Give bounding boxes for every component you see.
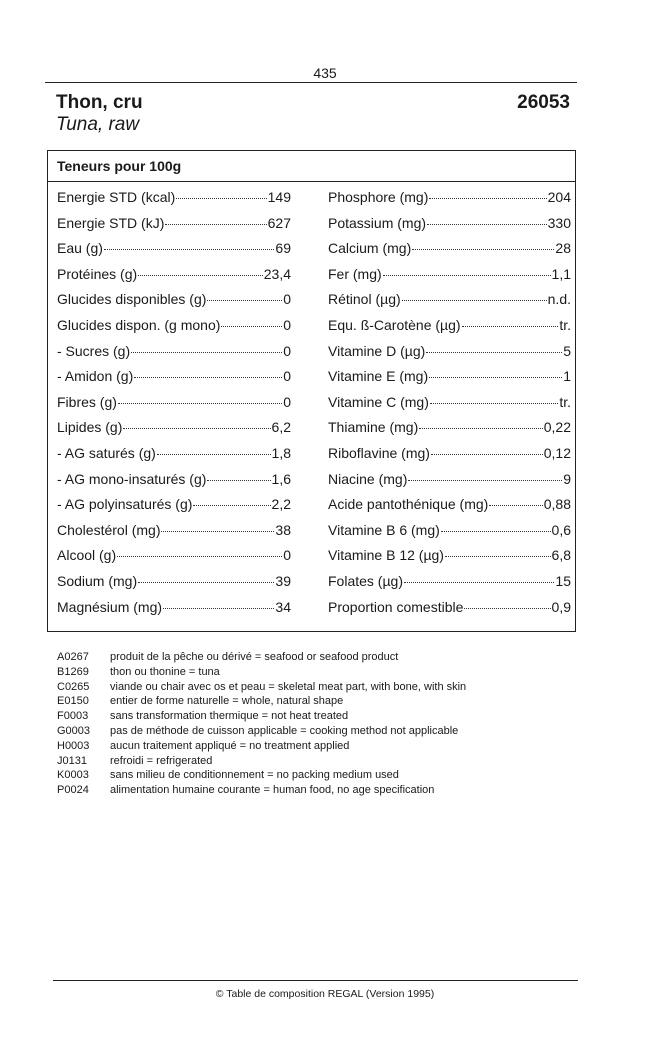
nutrient-row xyxy=(328,266,571,292)
code-description: aucun traitement appliqué = no treatment applied xyxy=(110,739,350,752)
code-id: J0131 xyxy=(57,754,87,767)
nutrient-value: 1 xyxy=(563,368,571,385)
food-code: 26053 xyxy=(517,92,570,113)
nutrient-label: Proportion comestible xyxy=(328,598,464,615)
code-description: alimentation humaine courante = human food, no age specification xyxy=(110,784,435,797)
nutrient-value: 0 xyxy=(283,547,291,564)
code-id: A0267 xyxy=(57,651,89,663)
nutrient-label: - AG polyinsaturés (g) xyxy=(57,496,193,513)
nutrient-value: 0,12 xyxy=(543,444,571,461)
code-id: G0003 xyxy=(57,724,91,737)
code-row xyxy=(57,724,466,739)
nutrient-value: 23,4 xyxy=(263,265,291,282)
nutrient-label: Potassium (mg) xyxy=(328,214,427,231)
code-id: P0024 xyxy=(57,784,89,797)
nutrient-value: n.d. xyxy=(547,291,571,308)
nutrient-row xyxy=(57,215,291,241)
nutrient-label: Magnésium (mg) xyxy=(57,598,163,615)
nutrient-row xyxy=(57,445,291,471)
nutrient-value: tr. xyxy=(559,316,571,333)
code-description: viande ou chair avec os et peau = skeletal meat part, with bone, with skin xyxy=(110,680,467,693)
code-id: H0003 xyxy=(57,739,90,752)
nutrient-row xyxy=(57,419,291,445)
nutrient-label: Fibres (g) xyxy=(57,393,117,410)
nutrient-row xyxy=(328,343,571,369)
nutrient-label: Sodium (mg) xyxy=(57,572,138,589)
nutrient-label: Vitamine E (mg) xyxy=(328,368,429,385)
dot-leader xyxy=(123,428,270,429)
bottom-rule xyxy=(53,980,578,981)
code-row xyxy=(57,709,466,724)
nutrient-value: 6,2 xyxy=(271,419,291,436)
nutrient-value: 39 xyxy=(275,572,291,589)
nutrient-label: Vitamine D (µg) xyxy=(328,342,426,359)
nutrient-row xyxy=(57,317,291,343)
nutrient-row xyxy=(328,573,571,599)
nutrient-row xyxy=(57,522,291,548)
nutrient-value: 627 xyxy=(267,214,291,231)
nutrient-value: 28 xyxy=(555,240,571,257)
nutrient-row xyxy=(328,317,571,343)
nutrient-row xyxy=(328,419,571,445)
dot-leader xyxy=(104,249,275,250)
nutrient-label: Eau (g) xyxy=(57,240,103,257)
nutrient-label: Alcool (g) xyxy=(57,547,117,564)
nutrient-label: Phosphore (mg) xyxy=(328,189,429,205)
footer-copyright: © Table de composition REGAL (Version 1995) xyxy=(215,988,435,1000)
nutrient-label: Glucides dispon. (g mono) xyxy=(57,316,221,333)
nutrient-value: 0 xyxy=(283,393,291,410)
dot-leader xyxy=(419,428,543,429)
nutrient-column-right xyxy=(328,189,571,624)
dot-leader xyxy=(429,198,546,199)
nutrient-label: Niacine (mg) xyxy=(328,470,408,487)
top-rule xyxy=(45,82,577,83)
nutrient-label: Cholestérol (mg) xyxy=(57,521,161,538)
nutrient-row xyxy=(57,496,291,522)
nutrient-row xyxy=(328,215,571,241)
dot-leader xyxy=(426,352,562,353)
nutrient-label: Vitamine B 6 (mg) xyxy=(328,521,440,538)
dot-leader xyxy=(383,275,551,276)
code-row xyxy=(57,680,466,695)
nutrient-row xyxy=(328,368,571,394)
nutrient-row xyxy=(57,343,291,369)
nutrient-value: 0 xyxy=(283,316,291,333)
nutrient-value: 1,8 xyxy=(271,444,291,461)
nutrient-label: Thiamine (mg) xyxy=(328,419,419,436)
nutrient-label: Protéines (g) xyxy=(57,265,138,282)
nutrient-value: 0,9 xyxy=(551,598,571,615)
nutrient-row xyxy=(328,496,571,522)
nutrient-label: Lipides (g) xyxy=(57,419,123,436)
dot-leader xyxy=(489,505,542,506)
code-description: produit de la pêche ou dérivé = seafood or seafood product xyxy=(110,651,399,663)
nutrient-column-left xyxy=(57,189,291,624)
dot-leader xyxy=(429,377,562,378)
dot-leader xyxy=(402,300,547,301)
nutrient-row xyxy=(57,291,291,317)
nutrient-value: 0 xyxy=(283,368,291,385)
code-description: entier de forme naturelle = whole, natural shape xyxy=(110,695,344,708)
nutrient-label: - AG mono-insaturés (g) xyxy=(57,470,207,487)
dot-leader xyxy=(408,480,562,481)
code-row xyxy=(57,768,466,783)
dot-leader xyxy=(445,556,551,557)
nutrient-row xyxy=(328,522,571,548)
nutrient-value: 0,22 xyxy=(543,419,571,436)
code-id: B1269 xyxy=(57,665,89,678)
nutrient-value: 5 xyxy=(563,342,571,359)
code-row xyxy=(57,665,466,680)
nutrient-value: 0 xyxy=(283,291,291,308)
dot-leader xyxy=(404,582,554,583)
dot-leader xyxy=(161,531,274,532)
dot-leader xyxy=(412,249,554,250)
nutrient-value: 204 xyxy=(547,189,571,205)
dot-leader xyxy=(157,454,271,455)
dot-leader xyxy=(138,275,263,276)
dot-leader xyxy=(207,480,270,481)
nutrient-label: Folates (µg) xyxy=(328,572,403,589)
nutrient-value: 15 xyxy=(555,572,571,589)
code-id: F0003 xyxy=(57,710,89,723)
nutrient-row xyxy=(57,368,291,394)
nutrient-row xyxy=(328,445,571,471)
nutrient-row xyxy=(57,599,291,625)
nutrient-value: 0,6 xyxy=(551,521,571,538)
nutrient-label: - AG saturés (g) xyxy=(57,444,156,461)
nutrient-row xyxy=(328,547,571,573)
code-id: C0265 xyxy=(57,680,90,693)
nutrient-value: 1,1 xyxy=(551,265,571,282)
nutrient-value: 38 xyxy=(275,521,291,538)
nutrient-label: Riboflavine (mg) xyxy=(328,444,430,461)
nutrient-label: - Sucres (g) xyxy=(57,342,131,359)
dot-leader xyxy=(430,403,558,404)
nutrient-label: Equ. ß-Carotène (µg) xyxy=(328,316,461,333)
dot-leader xyxy=(427,224,547,225)
dot-leader xyxy=(431,454,543,455)
nutrient-label: Calcium (mg) xyxy=(328,240,412,257)
nutrient-row xyxy=(328,599,571,625)
nutrient-value: 0,88 xyxy=(543,496,571,513)
code-description: sans milieu de conditionnement = no packing medium used xyxy=(110,769,399,782)
nutrient-value: 69 xyxy=(275,240,291,257)
code-row xyxy=(57,783,466,798)
nutrient-value: tr. xyxy=(559,393,571,410)
nutrient-label: Fer (mg) xyxy=(328,265,382,282)
nutrient-label: Vitamine B 12 (µg) xyxy=(328,547,444,564)
nutrient-value: 34 xyxy=(275,598,291,615)
code-row xyxy=(57,650,466,665)
nutrient-row xyxy=(328,394,571,420)
nutrient-row xyxy=(57,240,291,266)
nutrient-row xyxy=(57,547,291,573)
code-description: refroidi = refrigerated xyxy=(110,754,213,767)
dot-leader xyxy=(138,582,274,583)
nutrient-value: 0 xyxy=(283,342,291,359)
page-number: 435 xyxy=(313,65,337,81)
nutrient-value: 1,6 xyxy=(271,470,291,487)
nutrient-label: Energie STD (kcal) xyxy=(57,189,176,205)
nutrient-label: Glucides disponibles (g) xyxy=(57,291,207,308)
code-description: pas de méthode de cuisson applicable = cooking method not applicable xyxy=(110,724,459,737)
code-description: thon ou thonine = tuna xyxy=(110,665,220,678)
dot-leader xyxy=(131,352,282,353)
food-title-fr: Thon, cru xyxy=(56,92,143,113)
nutrient-label: - Amidon (g) xyxy=(57,368,134,385)
code-row xyxy=(57,739,466,754)
code-id: E0150 xyxy=(57,695,89,708)
nutrient-table-heading: Teneurs pour 100g xyxy=(48,151,575,182)
code-row xyxy=(57,694,466,709)
nutrient-label: Vitamine C (mg) xyxy=(328,393,429,410)
food-title-en: Tuna, raw xyxy=(56,114,140,135)
nutrient-value: 330 xyxy=(547,214,571,231)
nutrient-row xyxy=(328,189,571,215)
dot-leader xyxy=(117,556,282,557)
dot-leader xyxy=(221,326,282,327)
nutrient-value: 6,8 xyxy=(551,547,571,564)
nutrient-label: Acide pantothénique (mg) xyxy=(328,496,489,513)
dot-leader xyxy=(464,608,550,609)
dot-leader xyxy=(207,300,282,301)
nutrient-value: 149 xyxy=(267,189,291,205)
nutrient-value: 9 xyxy=(563,470,571,487)
code-row xyxy=(57,754,466,769)
nutrient-row xyxy=(57,189,291,215)
nutrient-value: 2,2 xyxy=(271,496,291,513)
nutrient-label: Energie STD (kJ) xyxy=(57,214,165,231)
nutrient-row xyxy=(57,573,291,599)
dot-leader xyxy=(462,326,559,327)
code-id: K0003 xyxy=(57,769,89,782)
nutrient-row xyxy=(57,394,291,420)
nutrient-table xyxy=(47,150,576,632)
nutrient-row xyxy=(328,291,571,317)
nutrient-row xyxy=(57,471,291,497)
dot-leader xyxy=(165,224,266,225)
nutrient-row xyxy=(328,471,571,497)
code-description: sans transformation thermique = not heat treated xyxy=(110,710,349,723)
dot-leader xyxy=(163,608,274,609)
dot-leader xyxy=(176,198,266,199)
classification-codes xyxy=(57,650,466,798)
nutrient-row xyxy=(57,266,291,292)
dot-leader xyxy=(441,531,551,532)
dot-leader xyxy=(134,377,282,378)
dot-leader xyxy=(193,505,270,506)
dot-leader xyxy=(118,403,282,404)
nutrient-label: Rétinol (µg) xyxy=(328,291,401,308)
nutrient-row xyxy=(328,240,571,266)
